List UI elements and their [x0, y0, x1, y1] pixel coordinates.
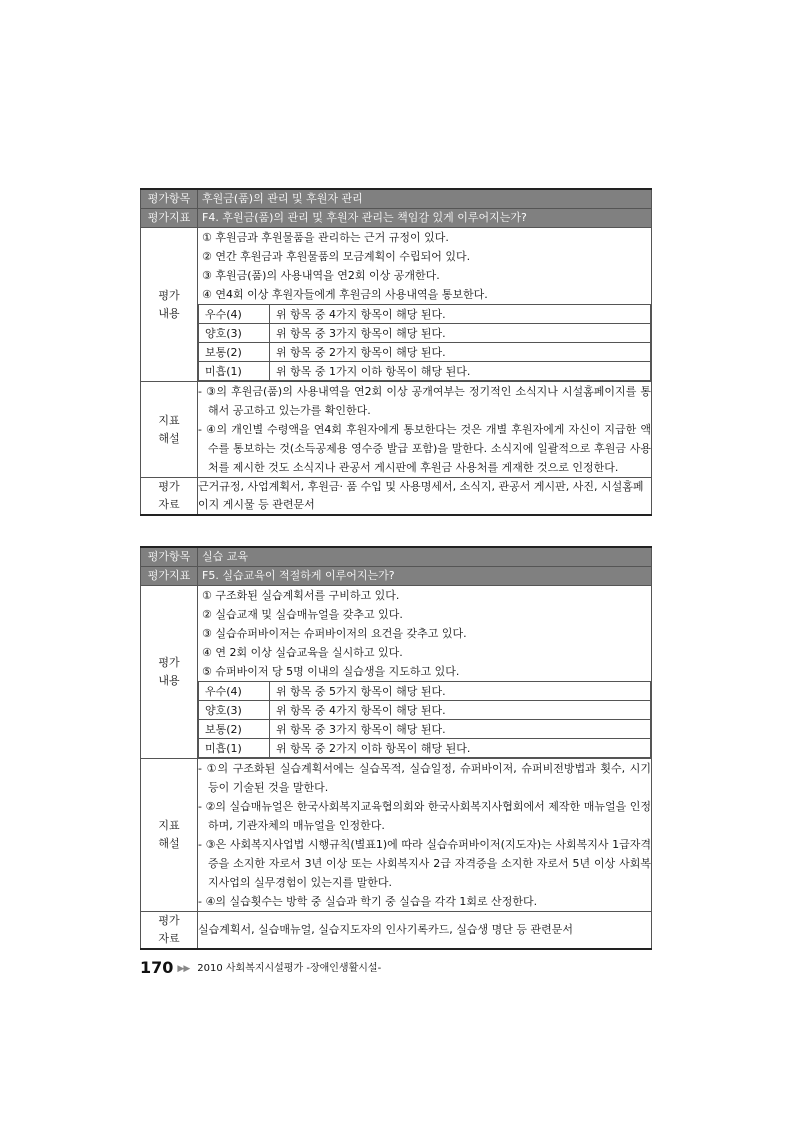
header-label: 평가지표 — [141, 209, 198, 228]
header-row-indicator — [141, 567, 652, 586]
header-row-item — [141, 547, 652, 567]
grade-description: 위 항목 중 3가지 항목이 해당 된다. — [270, 324, 651, 343]
header-value: F4. 후원금(품)의 관리 및 후원자 관리는 책임감 있게 이루어지는가? — [198, 209, 652, 228]
materials-label: 평가 자료 — [141, 912, 198, 950]
evaluation-table-f4 — [140, 188, 652, 516]
criteria-item: ③ 실습슈퍼바이저는 슈퍼바이저의 요건을 갖추고 있다. — [202, 627, 467, 640]
criteria-item: ① 구조화된 실습계획서를 구비하고 있다. — [202, 589, 400, 602]
grade-level: 미흡(1) — [199, 739, 270, 758]
explanation-item: - ①의 구조화된 실습계획서에는 실습목적, 실습일정, 슈퍼바이저, 슈퍼비전방법과 횟수, 시기 등이 기술된 것을 말한다. — [198, 762, 651, 794]
criteria-item: ② 연간 후원금과 후원물품의 모금계획이 수립되어 있다. — [202, 250, 471, 263]
explanation-item: - ④의 개인별 수령액을 연4회 후원자에게 통보한다는 것은 개별 후원자에게 자신이 지급한 액수를 통보하는 것(소득공제용 영수증 발급 포함)을 말한다. 소식지에 일괄적으로 후원금 사용처를 제시한 것도 소식지나 관공서 게시판에 후원금 사용처를 게재한 것으로 인정한다. — [198, 423, 651, 474]
explanation-item: - ③은 사회복지사업법 시행규칙(별표1)에 따라 실습슈퍼바이저(지도자)는 사회복지사 1급자격증을 소지한 자로서 3년 이상 또는 사회복지사 2급 자격증을 소지한 자로서 5년 이상 사회복지사업의 실무경험이 있는지를 말한다. — [198, 838, 651, 889]
header-value: 후원금(품)의 관리 및 후원자 관리 — [198, 189, 652, 209]
criteria-list — [198, 586, 651, 681]
grade-level: 우수(4) — [199, 682, 270, 701]
explanation-row — [141, 382, 652, 478]
grade-description: 위 항목 중 5가지 항목이 해당 된다. — [270, 682, 651, 701]
grade-row — [199, 324, 651, 343]
content-cell — [198, 586, 652, 759]
grade-description: 위 항목 중 4가지 항목이 해당 된다. — [270, 305, 651, 324]
explanation-label: 지표 해설 — [141, 382, 198, 478]
grade-level: 양호(3) — [199, 701, 270, 720]
header-label: 평가지표 — [141, 567, 198, 586]
grade-row — [199, 362, 651, 381]
materials-row — [141, 478, 652, 516]
content-row — [141, 228, 652, 382]
materials-label: 평가 자료 — [141, 478, 198, 516]
content-label: 평가 내용 — [141, 586, 198, 759]
explanation-label: 지표 해설 — [141, 759, 198, 912]
header-label: 평가항목 — [141, 547, 198, 567]
grade-table — [198, 304, 651, 381]
page-footer — [140, 955, 381, 977]
criteria-item: ④ 연4회 이상 후원자들에게 후원금의 사용내역을 통보한다. — [202, 288, 488, 301]
criteria-item: ③ 후원금(품)의 사용내역을 연2회 이상 공개한다. — [202, 269, 440, 282]
explanation-item: - ②의 실습매뉴얼은 한국사회복지교육협의회와 한국사회복지사협회에서 제작한 매뉴얼을 인정하며, 기관자체의 매뉴얼을 인정한다. — [198, 800, 651, 832]
content-cell — [198, 228, 652, 382]
grade-row — [199, 739, 651, 758]
header-row-item — [141, 189, 652, 209]
grade-description: 위 항목 중 2가지 이하 항목이 해당 된다. — [270, 739, 651, 758]
grade-level: 우수(4) — [199, 305, 270, 324]
double-arrow-icon: ▶▶ — [177, 964, 190, 974]
criteria-list — [198, 228, 651, 304]
grade-row — [199, 720, 651, 739]
content-row — [141, 586, 652, 759]
grade-row — [199, 682, 651, 701]
explanation-row — [141, 759, 652, 912]
criteria-item: ① 후원금과 후원물품을 관리하는 근거 규정이 있다. — [202, 231, 449, 244]
header-value: 실습 교육 — [198, 547, 652, 567]
grade-table — [198, 681, 651, 758]
evaluation-table-f5 — [140, 546, 652, 950]
page-number: 170 — [140, 958, 174, 977]
criteria-item: ⑤ 슈퍼바이저 당 5명 이내의 실습생을 지도하고 있다. — [202, 665, 460, 678]
content-label: 평가 내용 — [141, 228, 198, 382]
materials-row — [141, 912, 652, 950]
grade-level: 미흡(1) — [199, 362, 270, 381]
grade-description: 위 항목 중 4가지 항목이 해당 된다. — [270, 701, 651, 720]
header-row-indicator — [141, 209, 652, 228]
grade-level: 보통(2) — [199, 720, 270, 739]
grade-description: 위 항목 중 1가지 이하 항목이 해당 된다. — [270, 362, 651, 381]
explanation-cell — [198, 382, 652, 478]
header-value: F5. 실습교육이 적절하게 이루어지는가? — [198, 567, 652, 586]
materials-cell: 근거규정, 사업계획서, 후원금· 품 수입 및 사용명세서, 소식지, 관공서 게시판, 사진, 시설홈페이지 게시물 등 관련문서 — [198, 478, 652, 516]
grade-row — [199, 701, 651, 720]
explanation-item: - ④의 실습횟수는 방학 중 실습과 학기 중 실습을 각각 1회로 산정한다. — [198, 895, 538, 908]
explanation-cell — [198, 759, 652, 912]
grade-description: 위 항목 중 2가지 항목이 해당 된다. — [270, 343, 651, 362]
grade-level: 보통(2) — [199, 343, 270, 362]
footer-title: 2010 사회복지시설평가 -장애인생활시설- — [197, 963, 382, 974]
grade-row — [199, 305, 651, 324]
grade-row — [199, 343, 651, 362]
criteria-item: ② 실습교재 및 실습매뉴얼을 갖추고 있다. — [202, 608, 403, 621]
grade-level: 양호(3) — [199, 324, 270, 343]
criteria-item: ④ 연 2회 이상 실습교육을 실시하고 있다. — [202, 646, 403, 659]
explanation-item: - ③의 후원금(품)의 사용내역을 연2회 이상 공개여부는 정기적인 소식지나 시설홈페이지를 통해서 공고하고 있는가를 확인한다. — [198, 385, 651, 417]
materials-cell: 실습계획서, 실습매뉴얼, 실습지도자의 인사기록카드, 실습생 명단 등 관련문서 — [198, 912, 652, 950]
grade-description: 위 항목 중 3가지 항목이 해당 된다. — [270, 720, 651, 739]
header-label: 평가항목 — [141, 189, 198, 209]
